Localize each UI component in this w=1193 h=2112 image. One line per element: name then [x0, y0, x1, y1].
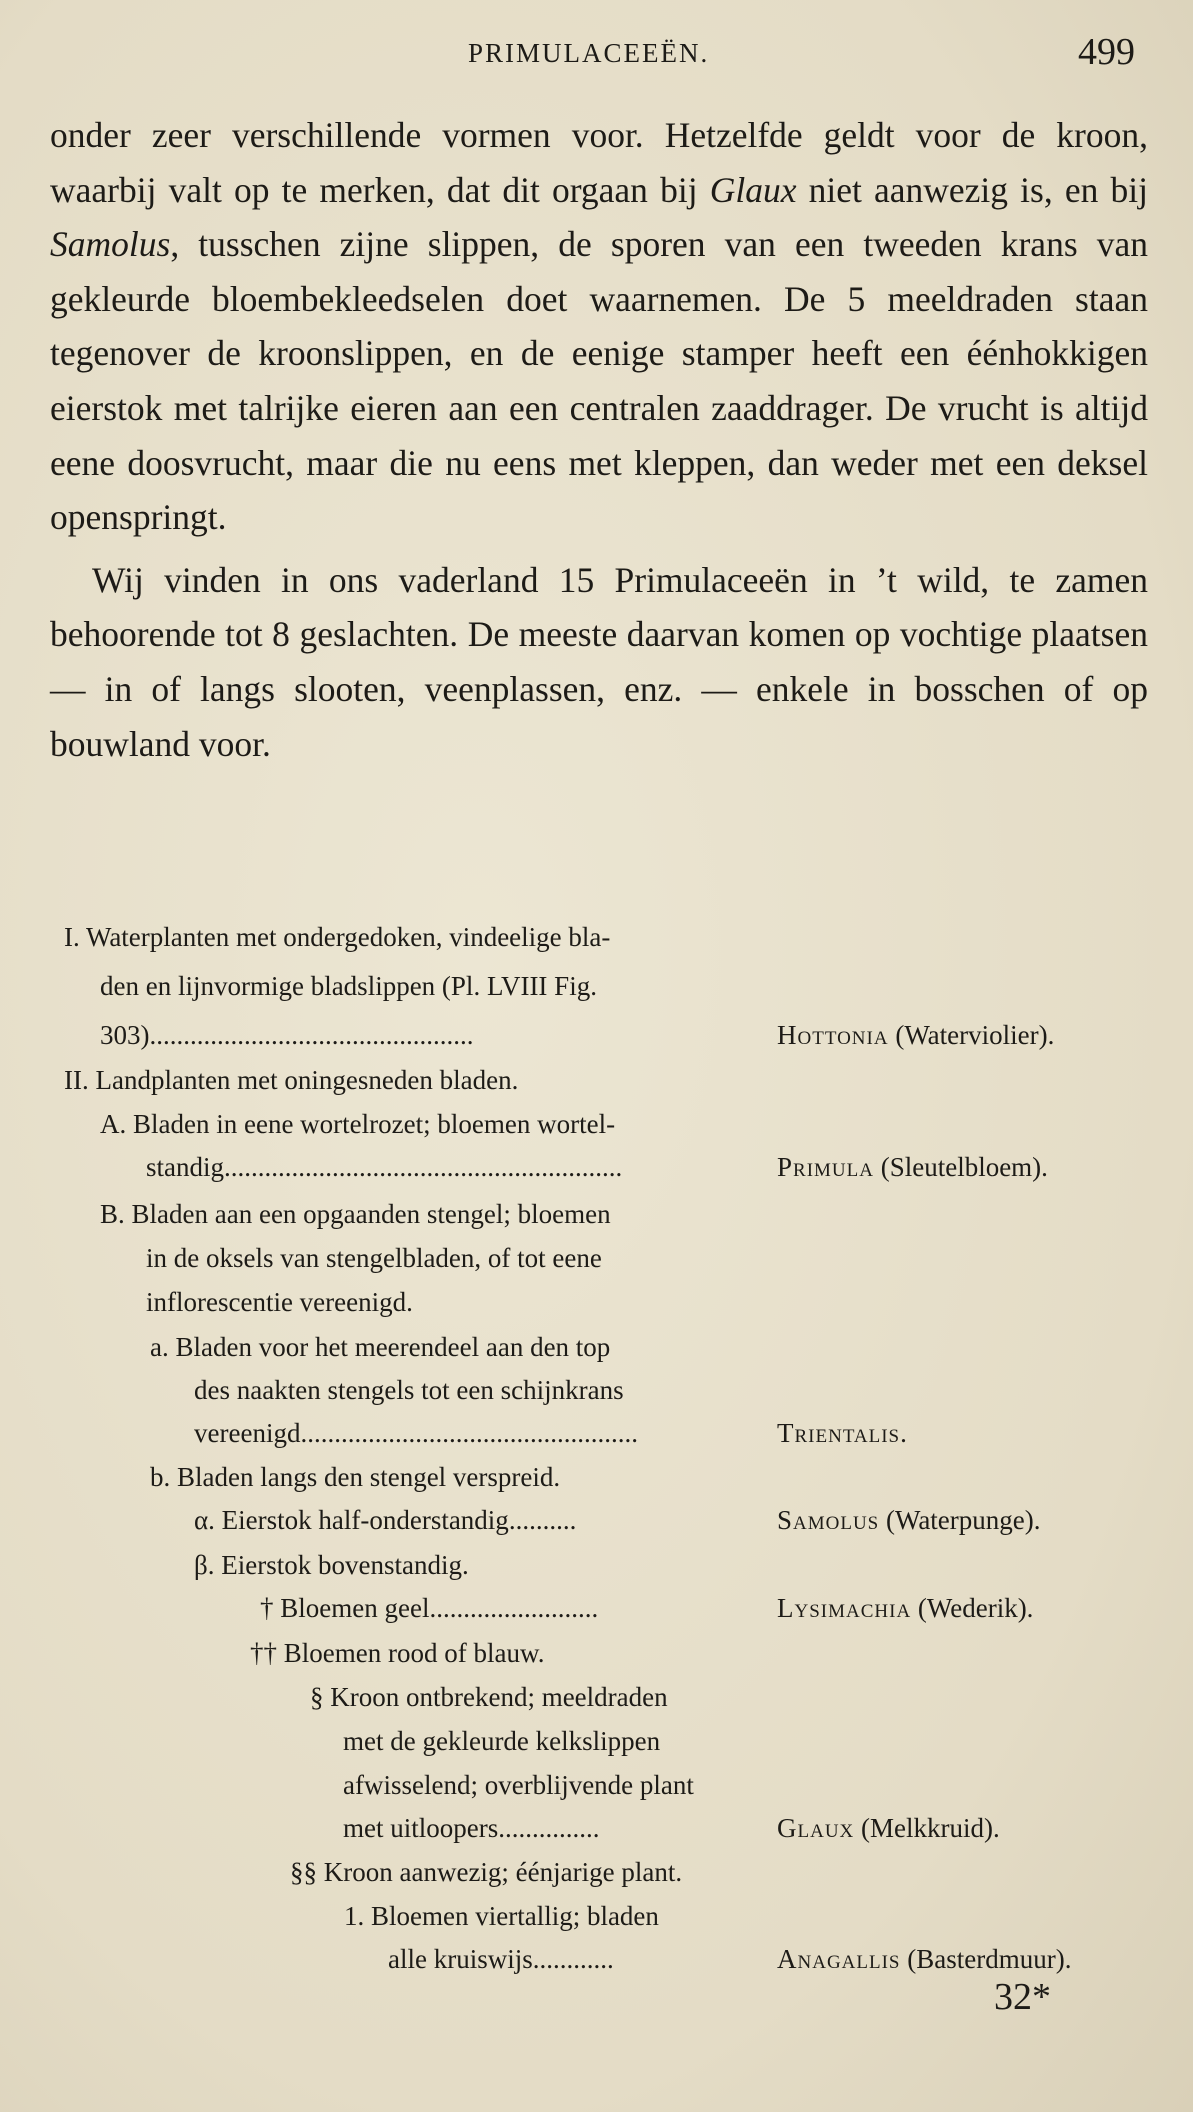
genus-entry-samolus: Samolus (Waterpunge). [777, 1505, 1041, 1535]
key-line: α. Eierstok half-onderstandig.......... [194, 1505, 577, 1535]
key-line: b. Bladen langs den stengel verspreid. [150, 1462, 561, 1492]
body-text [50, 108, 1148, 771]
key-line: § Kroon ontbrekend; meeldraden [310, 1682, 668, 1712]
key-line: β. Eierstok bovenstandig. [194, 1550, 469, 1580]
genus-samolus-italic: Samolus [50, 224, 171, 265]
page-number: 499 [1078, 31, 1135, 73]
genus-entry-hottonia: Hottonia (Waterviolier). [777, 1020, 1055, 1050]
key-line: 303)................................................ [100, 1020, 474, 1050]
key-line: afwisselend; overblijvende plant [343, 1770, 694, 1800]
key-line: den en lijnvormige bladslippen (Pl. LVIII Fig. [100, 971, 597, 1001]
key-line: met uitloopers............... [343, 1813, 600, 1843]
key-line: † Bloemen geel......................... [260, 1593, 599, 1623]
key-line: †† Bloemen rood of blauw. [250, 1638, 545, 1668]
key-line: in de oksels van stengelbladen, of tot eene [146, 1243, 602, 1273]
signature-mark: 32* [994, 1976, 1051, 2018]
key-line: §§ Kroon aanwezig; éénjarige plant. [290, 1857, 683, 1887]
key-line: inflorescentie vereenigd. [146, 1287, 413, 1317]
genus-glaux-italic: Glaux [709, 169, 797, 210]
genus-entry-anagallis: Anagallis (Basterdmuur). [777, 1944, 1072, 1974]
key-line: met de gekleurde kelkslippen [343, 1726, 661, 1756]
key-line: des naakten stengels tot een schijnkrans [194, 1375, 624, 1405]
running-head: PRIMULACEEËN. [468, 38, 710, 68]
genus-entry-glaux: Glaux (Melkkruid). [777, 1813, 1000, 1843]
key-line: A. Bladen in eene wortelrozet; bloemen wortel- [100, 1109, 616, 1139]
genus-entry-lysimachia: Lysimachia (Wederik). [777, 1593, 1034, 1623]
genus-entry-primula: Primula (Sleutelbloem). [777, 1152, 1048, 1182]
key-line: standig........................................................... [146, 1152, 623, 1182]
key-line: 1. Bloemen viertallig; bladen [344, 1901, 659, 1931]
key-line: vereenigd.................................................. [194, 1418, 638, 1448]
paragraph-1: onder zeer verschillende vormen voor. Hetzelfde geldt voor de kroon, waarbij valt op te merken, dat dit orgaan bij Glaux niet aanwezig is, en bij Samolus, tusschen zijne slippen, de sporen van een tweeden krans van gekleurde bloembekleedselen doet waarnemen. De 5 meeldraden staan tegenover de kroonslippen, en de eenige stamper heeft een éénhokkigen eierstok met talrijke eieren aan een centralen zaaddrager. De vrucht is altijd eene doosvrucht, maar die nu eens met kleppen, dan weder met een deksel openspringt. [50, 115, 1149, 538]
key-line: a. Bladen voor het meerendeel aan den top [150, 1332, 611, 1362]
key-line: B. Bladen aan een opgaanden stengel; bloemen [100, 1199, 611, 1229]
key-line: I. Waterplanten met ondergedoken, vindeelige bla- [64, 922, 611, 952]
key-line: alle kruiswijs............ [388, 1944, 614, 1974]
genus-entry-trientalis: Trientalis. [777, 1418, 908, 1448]
key-line: II. Landplanten met oningesneden bladen. [64, 1065, 519, 1095]
page-header [0, 30, 1193, 80]
paragraph-2: Wij vinden in ons vaderland 15 Primulaceeën in ’t wild, te zamen behoorende tot 8 geslachten. De meeste daarvan komen op vochtige plaatsen — in of langs slooten, veenplassen, enz. — enkele in bosschen of op bouwland voor. [50, 559, 1148, 764]
